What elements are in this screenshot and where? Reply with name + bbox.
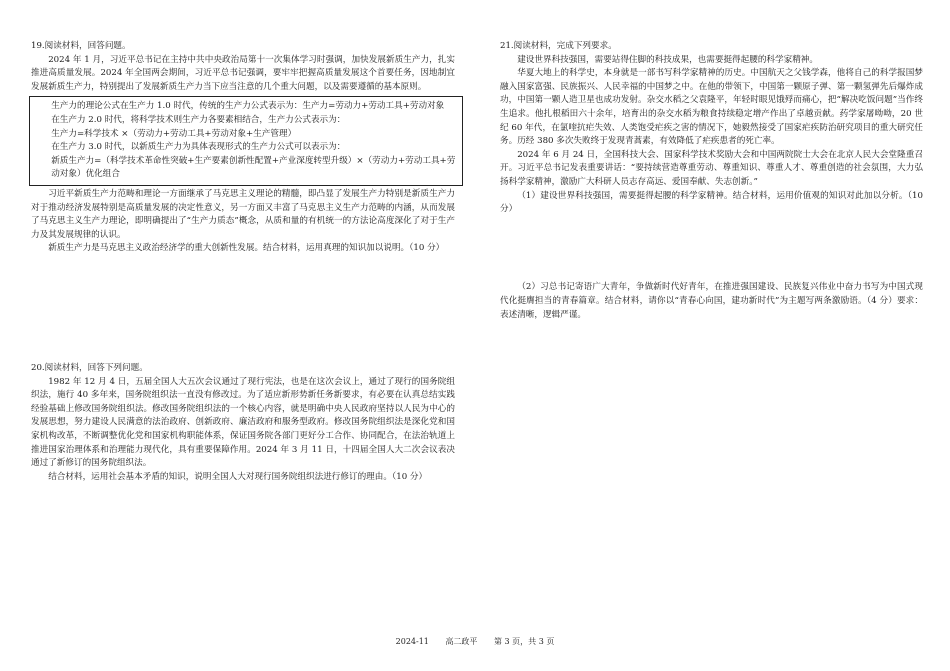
q21-paragraph-3: 2024 年 6 月 24 日，全国科技大会、国家科学技术奖励大会和中国两院院士大会在北京人民大会堂隆重召开。习近平总书记发表重要讲话：“要持续营造尊重劳动、尊重知识、尊重人才、尊重创造的社会氛围，大力弘扬科学家精神，激励广大科研人员志存高远、爱国奉献、失志创新。” <box>500 149 923 187</box>
question-19 <box>31 40 455 256</box>
q19-intro: 2024 年 1 月，习近平总书记在主持中共中央政治局第十一次集体学习时强调，加快发展新质生产力，扎实推进高质量发展。2024 年全国两会期间，习近平总书记强调，要牢牢把握高质量发展这个首要任务，因地制宜发展新质生产力，特别提出了发展新质生产力当下应当注意的几个重大问题，以及需要遵循的基本原则。 <box>31 54 455 92</box>
footer-subject: 高二政平 <box>445 637 478 646</box>
q19-box-line-2: 在生产力 2.0 时代，将科学技术则生产力各要素相结合，生产力公式表示为： <box>51 114 346 125</box>
q20-heading: 20.阅读材料，回答下列问题。 <box>31 363 148 373</box>
q21-subquestion-2-block <box>500 280 923 322</box>
q20-question: 结合材料，运用社会基本矛盾的知识，说明全国人大对现行国务院组织法进行修订的理由。（10 分） <box>48 471 428 482</box>
page-footer <box>0 636 950 647</box>
q19-heading: 19.阅读材料，回答问题。 <box>31 41 131 51</box>
q19-body: 习近平新质生产力范畴和理论一方面继承了马克思主义理论的精髓，即凸显了发展生产力特别是新质生产力对于推动经济发展特别是高质量发展的决定性意义，另一方面又丰富了马克思主义生产力范畴的内涵，从而发展了马克思主义生产力理论，即明确提出了“生产力质态”概念，从质和量的有机统一的方法论高度深化了对于生产力及其发展规律的认识。 <box>31 188 455 240</box>
q21-heading: 21.阅读材料，完成下列要求。 <box>500 41 617 51</box>
q19-box-line-5: 新质生产力=（科学技术革命性突破+生产要素创新性配置+产业深度转型升级）×（劳动力+劳动工具+劳动对象）优化组合 <box>51 155 456 180</box>
q20-body: 1982 年 12 月 4 日，五届全国人大五次会议通过了现行宪法，也是在这次会议上，通过了现行的国务院组织法，施行 40 多年来，国务院组织法一直没有修改过。为了适应新形势新任务新要求，有必要在认真总结实践经验基础上修改国务院组织法。修改国务院组织法的一个核心内容，就是明确中央人民政府坚持以人民为中心的发展思想，努力建设人民满意的法治政府、创新政府、廉洁政府和服务型政府。修改国务院组织法是深化党和国家机构改革，不断调整优化党和国家机构职能体系，保证国务院各部门更好分工合作、协同配合，在法治轨道上推进国家治理体系和治理能力现代化，具有重要保障作用。2024 年 3 月 11 日，十四届全国人大二次会议表决通过了新修订的国务院组织法。 <box>31 376 455 469</box>
q19-box-line-1: 生产力的理论公式在生产力 1.0 时代，传统的生产力公式表示为：生产力=劳动力+劳动工具+劳动对象 <box>51 101 445 112</box>
q21-paragraph-1: 建设世界科技强国，需要站得住脚的科技成果，也需要挺得起腰的科学家精神。 <box>517 54 818 65</box>
question-21 <box>500 40 923 217</box>
footer-date: 2024-11 <box>395 637 429 646</box>
q21-paragraph-2: 华夏大地上的科学史，本身就是一部书写科学家精神的历史。中国航天之父钱学森，他将自己的科学报国梦融入国家富强、民族振兴、人民幸福的中国梦之中。在他的带领下，中国第一颗原子弹、第一颗氢弹先后爆炸成功，中国第一颗人造卫星也成功发射。杂交水稻之父袁隆平，年轻时眼见饿殍而痛心，把“解决吃饭问题”当作终生追求。他扎根稻田六十余年，培育出的杂交水稻为粮食持续稳定增产作出了卓越贡献。药学家屠呦呦，20 世纪 60 年代，在氯喹抗疟失效、人类饱受疟疾之害的情况下，她毅然接受了国家疟疾防治研究项目的重大研究任务。历经 380 多次失败终于发现青蒿素，有效降低了疟疾患者的死亡率。 <box>500 68 923 147</box>
q19-question: 新质生产力是马克思主义政治经济学的重大创新性发展。结合材料，运用真理的知识加以说明。（10 分） <box>48 243 445 254</box>
q19-box-line-3: 生产力=科学技术 ×（劳动力+劳动工具+劳动对象+生产管理） <box>51 128 297 139</box>
q21-subquestion-2: （2）习总书记寄语广大青年，争做新时代好青年，在推进强国建设、民族复兴伟业中奋力书写为中国式现代化挺膺担当的青春篇章。结合材料，请你以“青春心向国，建功新时代”为主题写两条激励语。（4 分）要求：表述清晰，逻辑严谨。 <box>500 282 923 320</box>
question-20 <box>31 362 455 484</box>
q19-box-line-4: 在生产力 3.0 时代，以新质生产力为具体表现形式的生产力公式可以表示为： <box>51 142 346 153</box>
q19-formula-box <box>29 96 463 186</box>
q21-subquestion-1: （1）建设世界科技强国，需要挺得起腰的科学家精神。结合材料，运用价值观的知识对此加以分析。（10 分） <box>500 190 923 215</box>
footer-page-number: 第 3 页，共 3 页 <box>493 637 555 646</box>
